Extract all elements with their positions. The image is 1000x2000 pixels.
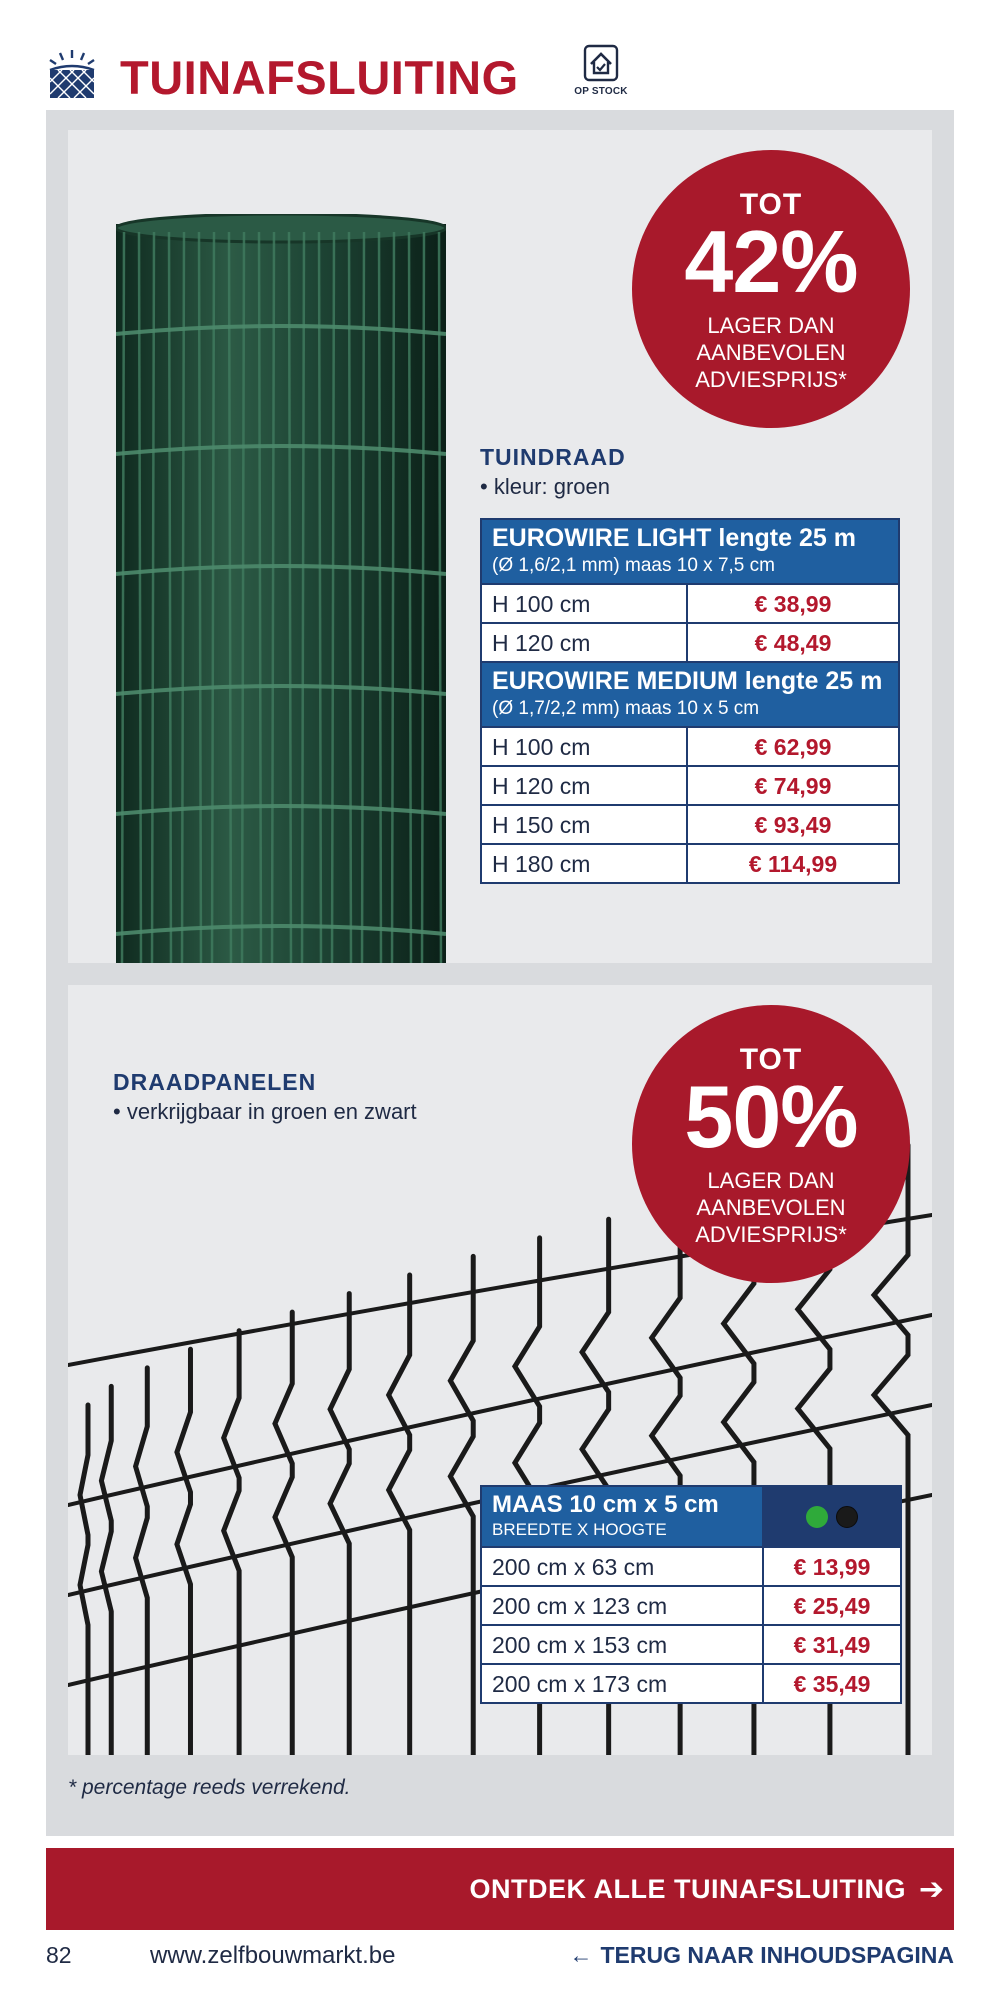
price-cell: € 93,49 xyxy=(754,812,832,838)
product-title-tuindraad: TUINDRAAD xyxy=(480,444,626,470)
size-cell: 200 cm x 173 cm xyxy=(482,1665,764,1702)
house-stock-icon xyxy=(583,44,619,84)
website-link[interactable]: www.zelfbouwmarkt.be xyxy=(150,1942,396,1969)
cta-label[interactable]: ONTDEK ALLE TUINAFSLUITING xyxy=(469,1874,906,1904)
badge-tot: TOT xyxy=(739,188,803,221)
size-cell: H 120 cm xyxy=(482,624,688,661)
price-cell: € 38,99 xyxy=(754,591,832,617)
black-color-dot xyxy=(836,1506,858,1528)
discount-badge-42 xyxy=(632,150,910,428)
price-cell: € 62,99 xyxy=(754,734,832,760)
tuindraad-panel xyxy=(68,130,932,963)
price-cell: € 114,99 xyxy=(748,851,838,877)
page-number: 82 xyxy=(46,1942,72,1968)
table-subtitle: (Ø 1,6/2,1 mm) maas 10 x 7,5 cm xyxy=(492,555,775,576)
table-title: MAAS 10 cm x 5 cm xyxy=(492,1491,719,1518)
badge-line1: LAGER DAN xyxy=(707,1168,835,1193)
green-color-dot xyxy=(806,1506,828,1528)
color-swatches xyxy=(764,1487,900,1546)
table-row xyxy=(482,622,898,661)
size-cell: H 100 cm xyxy=(482,728,688,765)
table-row xyxy=(482,583,898,622)
table-row xyxy=(482,726,898,765)
footnote: * percentage reeds verrekend. xyxy=(68,1776,351,1799)
table-row xyxy=(482,843,898,882)
size-cell: H 150 cm xyxy=(482,806,688,843)
tuindraad-price-table xyxy=(480,518,900,884)
draadpanelen-panel xyxy=(68,985,932,1755)
product-bullet-tuindraad: • kleur: groen xyxy=(480,474,610,499)
stock-indicator xyxy=(568,44,634,106)
arrow-left-icon[interactable]: ← xyxy=(569,1942,593,1968)
badge-line3: ADVIESPRIJS* xyxy=(695,1222,847,1247)
cta-banner[interactable] xyxy=(46,1848,954,1930)
price-cell: € 48,49 xyxy=(754,630,832,656)
product-bullet-draadpanelen: • verkrijgbaar in groen en zwart xyxy=(113,1099,417,1124)
price-cell: € 25,49 xyxy=(793,1593,871,1619)
discount-badge-50 xyxy=(632,1005,910,1283)
size-cell: 200 cm x 63 cm xyxy=(482,1548,764,1585)
price-cell: € 31,49 xyxy=(793,1632,871,1658)
page-title: TUINAFSLUITING xyxy=(120,51,519,104)
table-subtitle: (Ø 1,7/2,2 mm) maas 10 x 5 cm xyxy=(492,698,760,719)
table-row xyxy=(482,1624,900,1663)
size-cell: H 120 cm xyxy=(482,767,688,804)
table-title: EUROWIRE MEDIUM lengte 25 m xyxy=(492,667,883,695)
table-row xyxy=(482,1663,900,1702)
price-cell: € 74,99 xyxy=(754,773,832,799)
badge-tot: TOT xyxy=(739,1043,803,1076)
price-cell: € 13,99 xyxy=(793,1554,871,1580)
arrow-right-icon[interactable]: ➔ xyxy=(918,1873,944,1906)
badge-line2: AANBEVOLEN xyxy=(696,1195,846,1220)
table-header-medium xyxy=(482,661,898,726)
product-title-draadpanelen: DRAADPANELEN xyxy=(113,1069,317,1095)
size-cell: H 180 cm xyxy=(482,845,688,882)
table-header xyxy=(482,1487,900,1546)
table-header-light xyxy=(482,520,898,583)
badge-line3: ADVIESPRIJS* xyxy=(695,367,847,392)
table-row xyxy=(482,765,898,804)
size-cell: 200 cm x 123 cm xyxy=(482,1587,764,1624)
size-cell: H 100 cm xyxy=(482,585,688,622)
stock-label: OP STOCK xyxy=(574,86,628,97)
table-row xyxy=(482,804,898,843)
wire-roll-image xyxy=(116,214,446,963)
back-to-contents-link[interactable] xyxy=(569,1942,954,1969)
back-label[interactable]: TERUG NAAR INHOUDSPAGINA xyxy=(600,1942,954,1968)
badge-line1: LAGER DAN xyxy=(707,313,835,338)
fence-icon xyxy=(46,48,98,100)
badge-percent: 50% xyxy=(684,1067,858,1166)
size-cell: 200 cm x 153 cm xyxy=(482,1626,764,1663)
draadpanelen-price-table xyxy=(480,1485,902,1704)
page-header xyxy=(46,44,666,114)
table-row xyxy=(482,1546,900,1585)
price-cell: € 35,49 xyxy=(793,1671,871,1697)
badge-percent: 42% xyxy=(684,212,858,311)
table-title: EUROWIRE LIGHT lengte 25 m xyxy=(492,524,856,552)
badge-line2: AANBEVOLEN xyxy=(696,340,846,365)
table-subtitle: BREEDTE X HOOGTE xyxy=(492,1520,667,1539)
table-row xyxy=(482,1585,900,1624)
